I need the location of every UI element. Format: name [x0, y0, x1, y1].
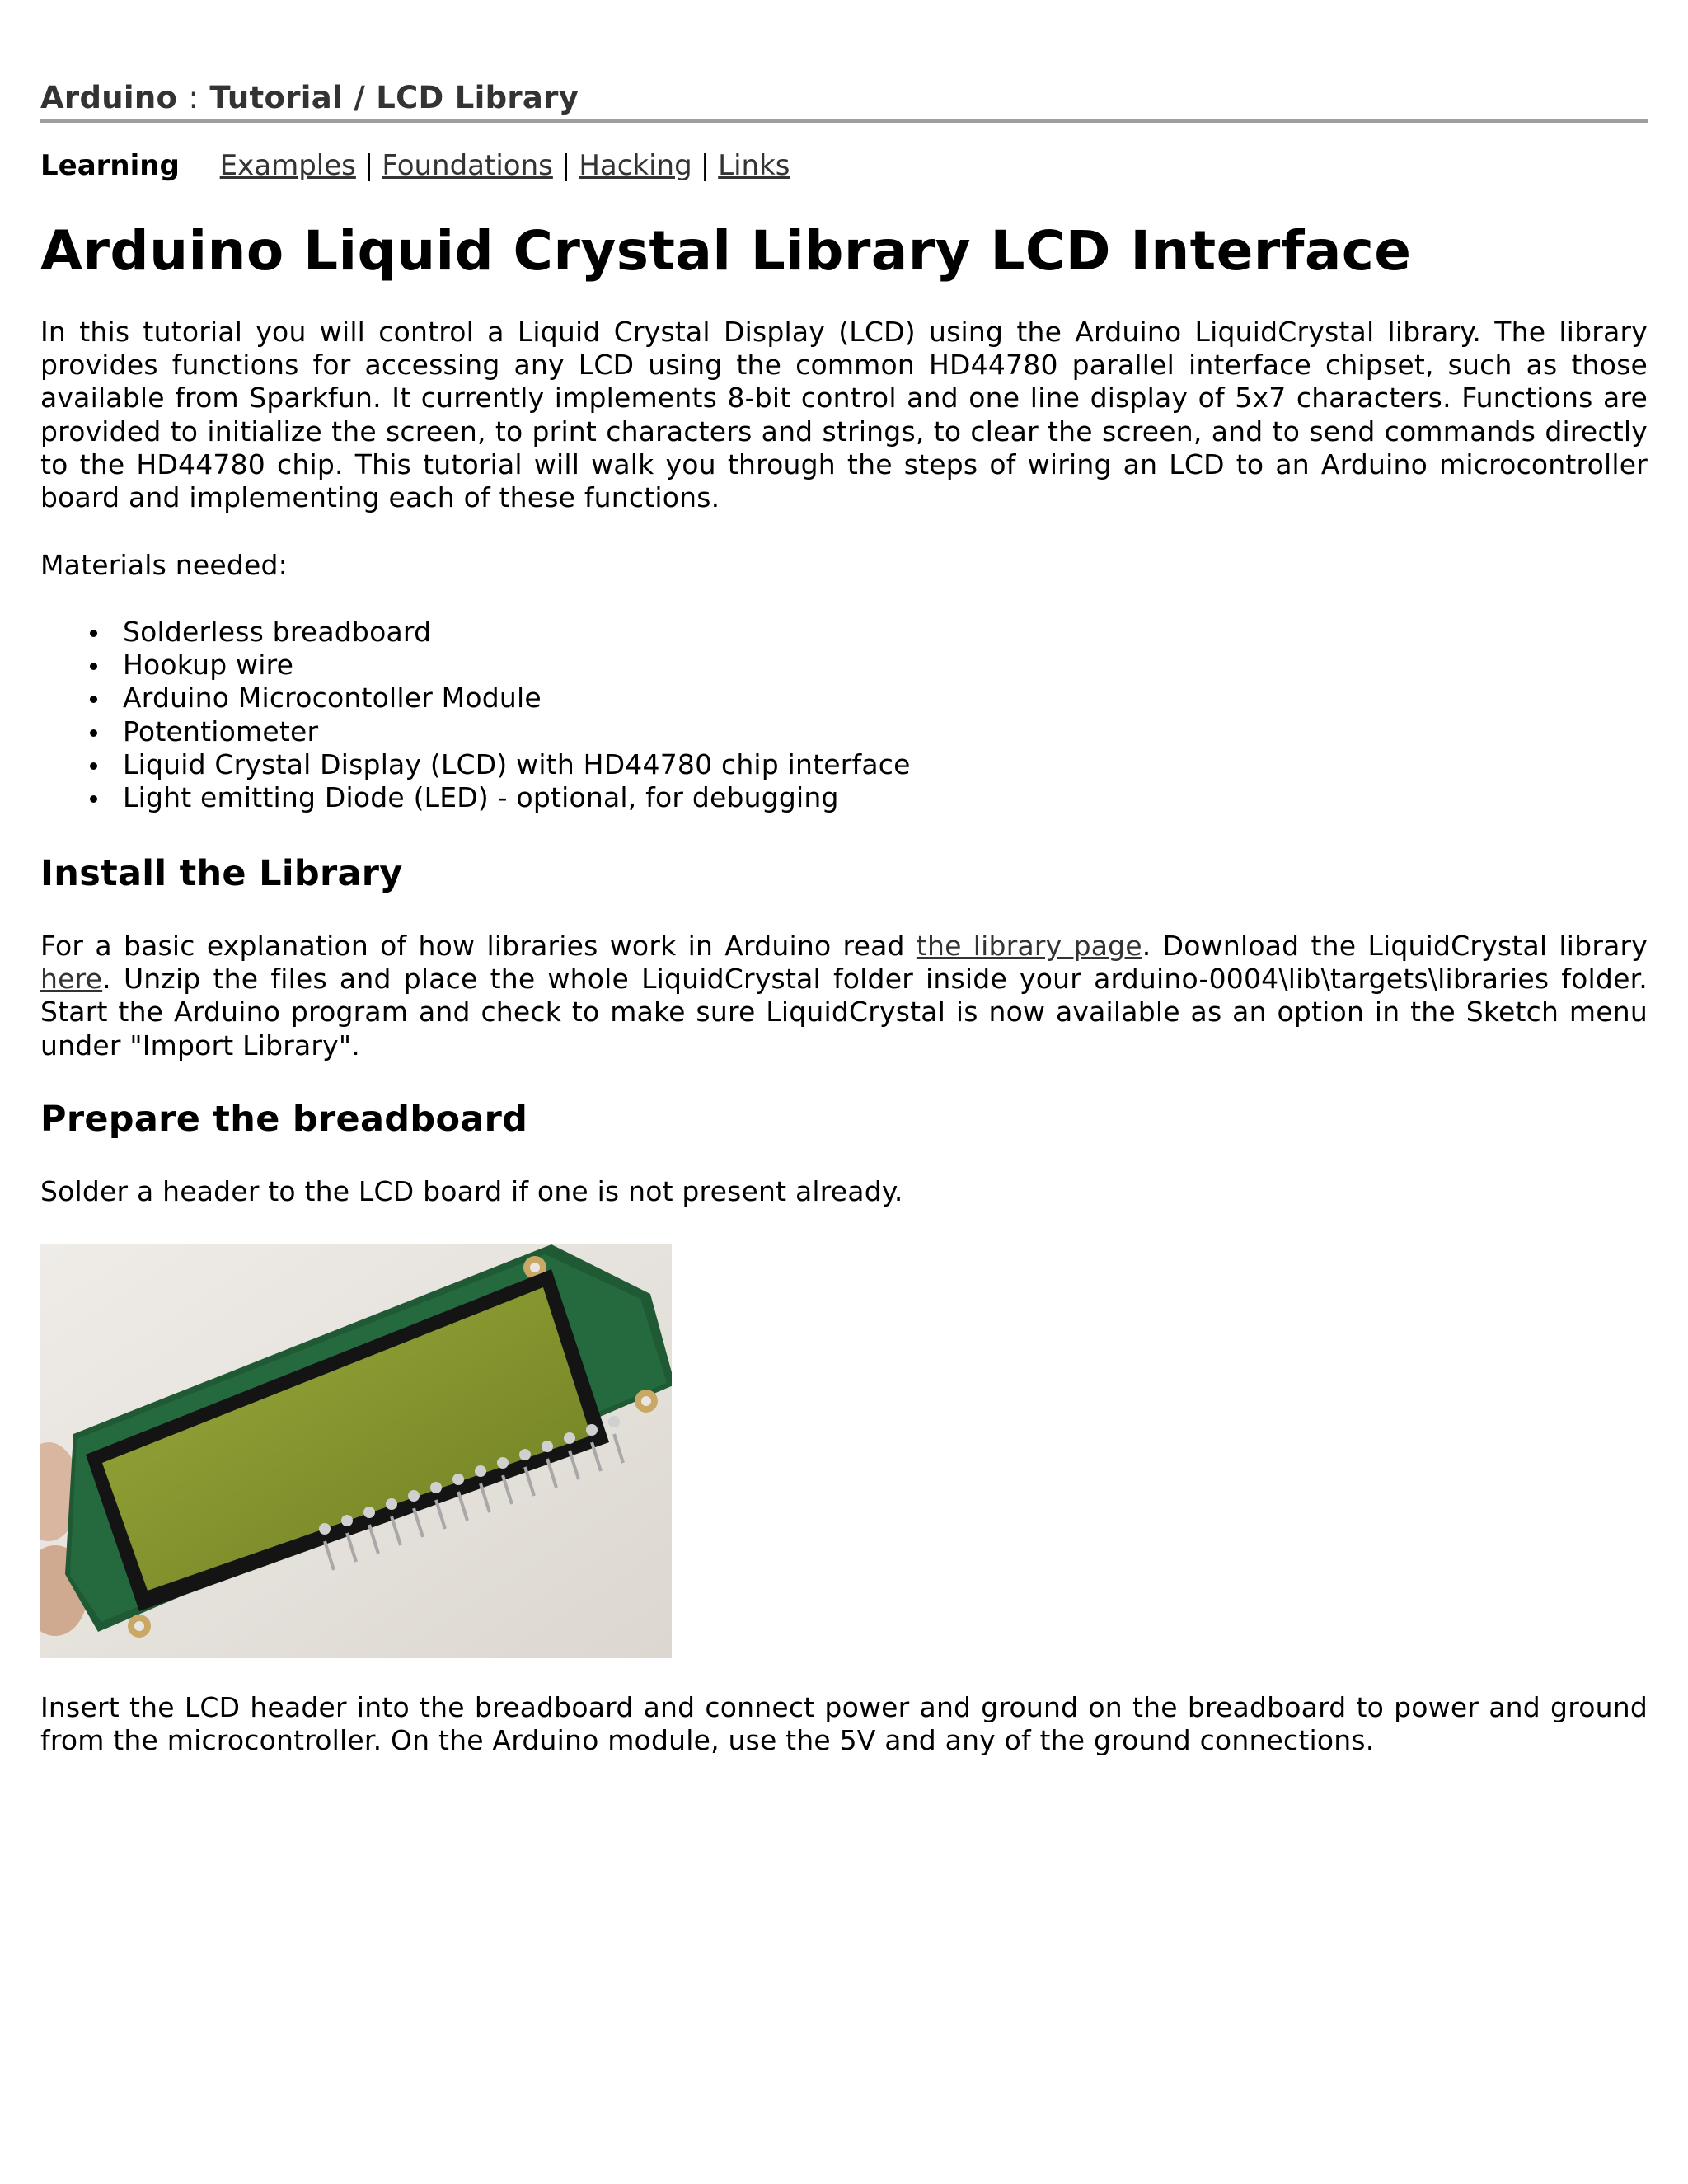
- list-item: Potentiometer: [40, 715, 1194, 748]
- list-item: Arduino Microcontoller Module: [40, 682, 1194, 715]
- nav-link-hacking[interactable]: Hacking: [579, 149, 692, 182]
- materials-label: Materials needed:: [40, 549, 288, 581]
- lcd-module-illustration: [40, 1244, 672, 1658]
- download-here-link[interactable]: here: [40, 963, 103, 996]
- insert-paragraph: Insert the LCD header into the breadboard and connect power and ground on the breadboard to power and ground from the microcontroller. On the Arduino module, use the 5V and any of the ground connections.: [40, 1691, 1648, 1757]
- page-header-title: [40, 80, 579, 115]
- materials-list: [40, 616, 1194, 814]
- nav-separator: |: [700, 149, 710, 182]
- install-heading: Install the Library: [40, 853, 403, 894]
- nav-link-examples[interactable]: Examples: [219, 149, 356, 182]
- lcd-module-photo: [40, 1244, 672, 1658]
- install-text: For a basic explanation of how libraries work in Arduino read: [40, 930, 917, 962]
- library-page-link[interactable]: the library page: [916, 930, 1142, 962]
- header-divider: [40, 119, 1648, 123]
- nav-current-learning: Learning: [40, 149, 180, 182]
- section-name: Tutorial / LCD Library: [209, 80, 579, 115]
- list-item: Hookup wire: [40, 649, 1194, 682]
- install-text: . Unzip the files and place the whole LiquidCrystal folder inside your arduino-0004\lib\targets\libraries folder. Start the Arduino program and check to make sure LiquidCrystal is now available as an option in the Sketch menu under "Import Library".: [40, 963, 1648, 1062]
- solder-paragraph: Solder a header to the LCD board if one is not present already.: [40, 1175, 903, 1207]
- breadcrumb-nav: [40, 149, 790, 182]
- page-title: Arduino Liquid Crystal Library LCD Interface: [40, 219, 1412, 283]
- site-name: Arduino: [40, 80, 178, 115]
- intro-paragraph: In this tutorial you will control a Liquid Crystal Display (LCD) using the Arduino LiquidCrystal library. The library provides functions for accessing any LCD using the common HD44780 parallel interface chipset, such as those available from Sparkfun. It currently implements 8-bit control and one line display of 5x7 characters. Functions are provided to initialize the screen, to print characters and strings, to clear the screen, and to send commands directly to the HD44780 chip. This tutorial will walk you through the steps of wiring an LCD to an Arduino microcontroller board and implementing each of these functions.: [40, 316, 1648, 514]
- nav-separator: |: [560, 149, 571, 182]
- header-separator: :: [188, 80, 199, 115]
- list-item: Light emitting Diode (LED) - optional, for debugging: [40, 781, 1194, 814]
- install-text: . Download the LiquidCrystal library: [1142, 930, 1648, 962]
- nav-link-foundations[interactable]: Foundations: [382, 149, 553, 182]
- list-item: Solderless breadboard: [40, 616, 1194, 649]
- nav-separator: |: [363, 149, 374, 182]
- prepare-heading: Prepare the breadboard: [40, 1099, 528, 1140]
- install-paragraph: [40, 930, 1648, 1062]
- nav-link-links[interactable]: Links: [718, 149, 790, 182]
- list-item: Liquid Crystal Display (LCD) with HD44780 chip interface: [40, 748, 1194, 781]
